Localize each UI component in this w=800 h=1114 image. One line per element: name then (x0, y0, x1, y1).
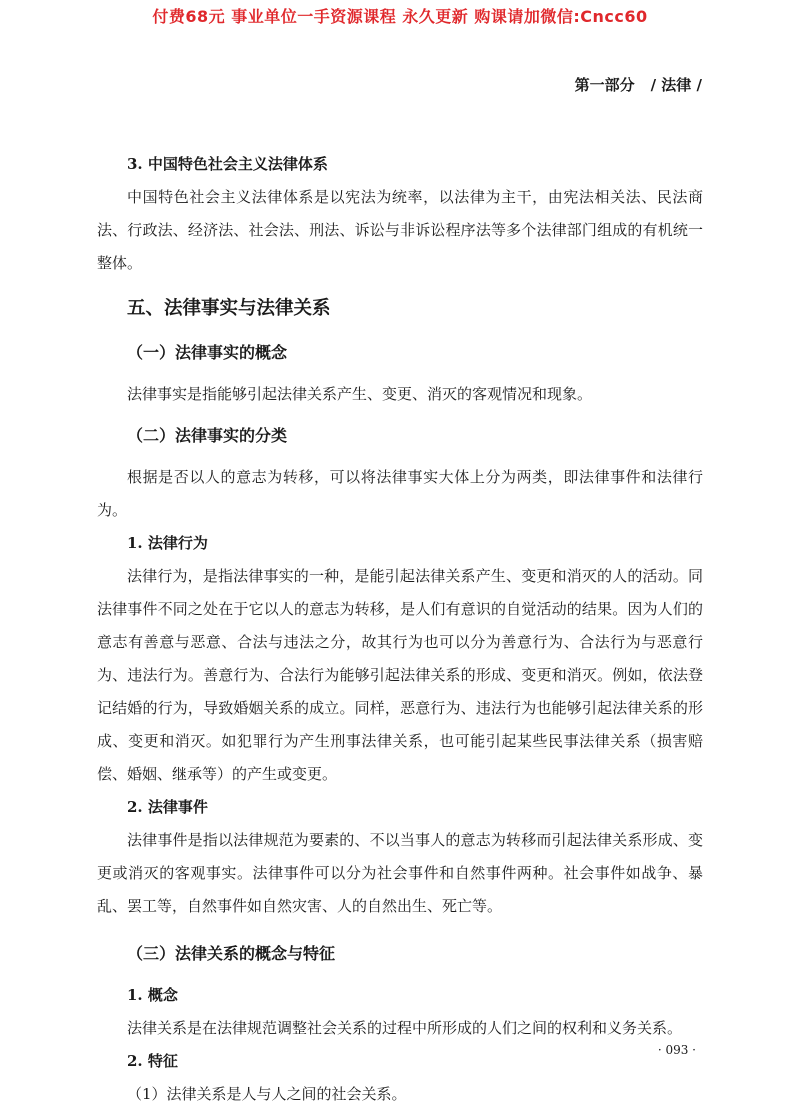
paragraph-fact-classification: 根据是否以人的意志为转移，可以将法律事实大体上分为两类，即法律事件和法律行为。 (97, 468, 703, 519)
paragraph-relation-feature-1: （1）法律关系是人与人之间的社会关系。 (127, 1085, 407, 1103)
heading-relation-concept: 1. 概念 (127, 986, 178, 1004)
heading-relation-concept-features: （三）法律关系的概念与特征 (127, 944, 336, 963)
heading-section-5: 五、法律事实与法律关系 (127, 298, 331, 319)
page-number: · 093 · (657, 1043, 696, 1057)
paragraph-legal-act: 法律行为，是指法律事实的一种，是能引起法律关系产生、变更和消灭的人的活动。同法律事件不同之处在于它以人的意志为转移，是人们有意识的自觉活动的结果。因为人们的意志有善意与恶意、合法与违法之分，故其行为也可以分为善意行为、合法行为与恶意行为、违法行为。善意行为、合法行为能够引起法律关系的形成、变更和消灭。例如，依法登记结婚的行为，导致婚姻关系的成立。同样，恶意行为、违法行为也能够引起法律关系的形成、变更和消灭。如犯罪行为产生刑事法律关系，也可能引起某些民事法律关系（损害赔偿、婚姻、继承等）的产生或变更。 (97, 567, 703, 783)
heading-fact-concept: （一）法律事实的概念 (127, 343, 288, 362)
running-header (575, 74, 702, 95)
paragraph-legal-system: 中国特色社会主义法律体系是以宪法为统率，以法律为主干，由宪法相关法、民法商法、行政法、经济法、社会法、刑法、诉讼与非诉讼程序法等多个法律部门组成的有机统一整体。 (97, 188, 703, 272)
heading-legal-system: 3. 中国特色社会主义法律体系 (127, 155, 328, 173)
header-section: / 法律 / (650, 76, 702, 94)
paragraph-fact-concept: 法律事实是指能够引起法律关系产生、变更、消灭的客观情况和现象。 (127, 385, 593, 403)
heading-legal-event: 2. 法律事件 (127, 798, 208, 816)
page-content (97, 148, 703, 1111)
paragraph-relation-concept: 法律关系是在法律规范调整社会关系的过程中所形成的人们之间的权利和义务关系。 (127, 1019, 683, 1037)
watermark-banner: 付费68元 事业单位一手资源课程 永久更新 购课请加微信:Cncc60 (152, 7, 648, 26)
heading-fact-classification: （二）法律事实的分类 (127, 426, 288, 445)
paragraph-legal-event: 法律事件是指以法律规范为要素的、不以当事人的意志为转移而引起法律关系形成、变更或消灭的客观事实。法律事件可以分为社会事件和自然事件两种。社会事件如战争、暴乱、罢工等，自然事件如自然灾害、人的自然出生、死亡等。 (97, 831, 703, 915)
heading-relation-features: 2. 特征 (127, 1052, 178, 1070)
heading-legal-act: 1. 法律行为 (127, 534, 208, 552)
header-part: 第一部分 (574, 76, 635, 94)
